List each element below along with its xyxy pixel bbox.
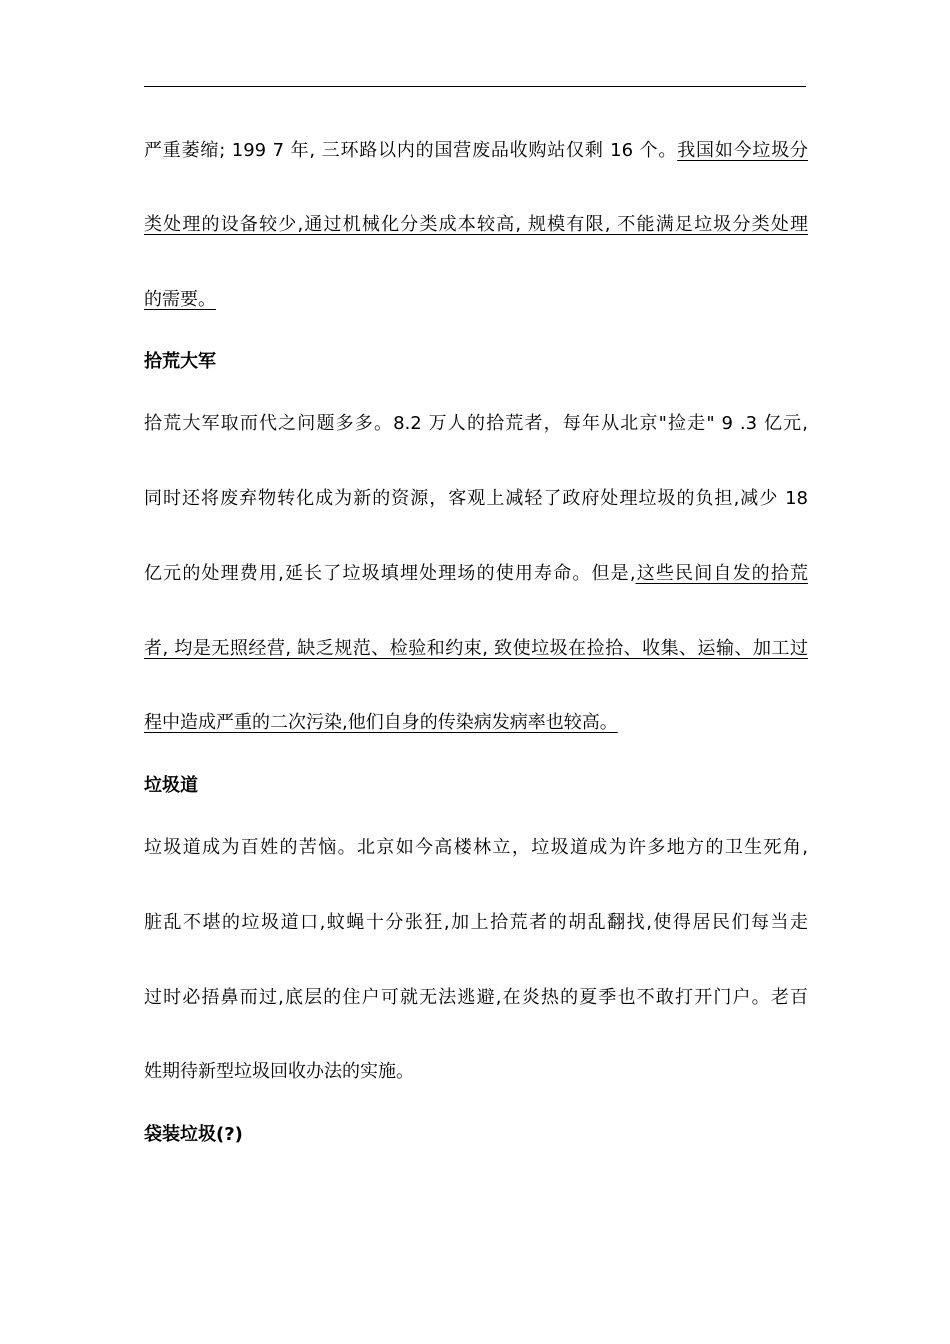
underlined-text: 这些民间自发的拾荒 <box>635 563 808 584</box>
underlined-text: 类处理的设备较少,通过机械化分类成本较高, 规模有限, 不能满足垃圾分类处理 <box>144 214 808 235</box>
paragraph-line <box>144 710 808 736</box>
paragraph-line <box>144 287 808 313</box>
plain-text: 严重萎缩; 199 7 年, 三环路以内的国营废品收购站仅剩 16 个。 <box>144 140 678 161</box>
plain-text: 亿元的处理费用,延长了垃圾填埋处理场的使用寿命。但是, <box>144 563 636 584</box>
paragraph-line <box>144 835 808 861</box>
plain-text: 同时还将废弃物转化成为新的资源，客观上减轻了政府处理垃圾的负担,减少 18 <box>144 488 808 509</box>
section-heading: 袋装垃圾(?) <box>144 1124 243 1145</box>
paragraph-line <box>144 985 808 1011</box>
paragraph-line <box>144 636 808 662</box>
plain-text: 拾荒大军取而代之问题多多。8.2 万人的拾荒者，每年从北京"捡走" 9 .3 亿元, <box>144 413 808 434</box>
underlined-text: 者, 均是无照经营, 缺乏规范、检验和约束, 致使垃圾在捡拾、收集、运输、加工过 <box>144 638 808 659</box>
underlined-text: 的需要。 <box>144 289 216 310</box>
plain-text: 脏乱不堪的垃圾道口,蚊蝇十分张狂,加上拾荒者的胡乱翻找,使得居民们每当走 <box>144 912 808 933</box>
plain-text: 垃圾道成为百姓的苦恼。北京如今高楼林立，垃圾道成为许多地方的卫生死角, <box>144 837 808 858</box>
paragraph-line <box>144 411 808 437</box>
underlined-text: 我国如今垃圾分 <box>677 140 809 161</box>
paragraph-line <box>144 212 808 238</box>
paragraph-line <box>144 138 808 164</box>
plain-text: 过时必捂鼻而过,底层的住户可就无法逃避,在炎热的夏季也不敢打开门户。老百 <box>144 987 808 1008</box>
section-heading: 垃圾道 <box>144 775 198 796</box>
section-heading: 拾荒大军 <box>144 351 216 372</box>
plain-text: 姓期待新型垃圾回收办法的实施。 <box>144 1061 414 1082</box>
underlined-text: 程中造成严重的二次污染,他们自身的传染病发病率也较高。 <box>144 712 618 733</box>
header-rule <box>144 86 806 87</box>
paragraph-line <box>144 561 808 587</box>
paragraph-line <box>144 486 808 512</box>
paragraph-line <box>144 910 808 936</box>
paragraph-line <box>144 1059 808 1085</box>
